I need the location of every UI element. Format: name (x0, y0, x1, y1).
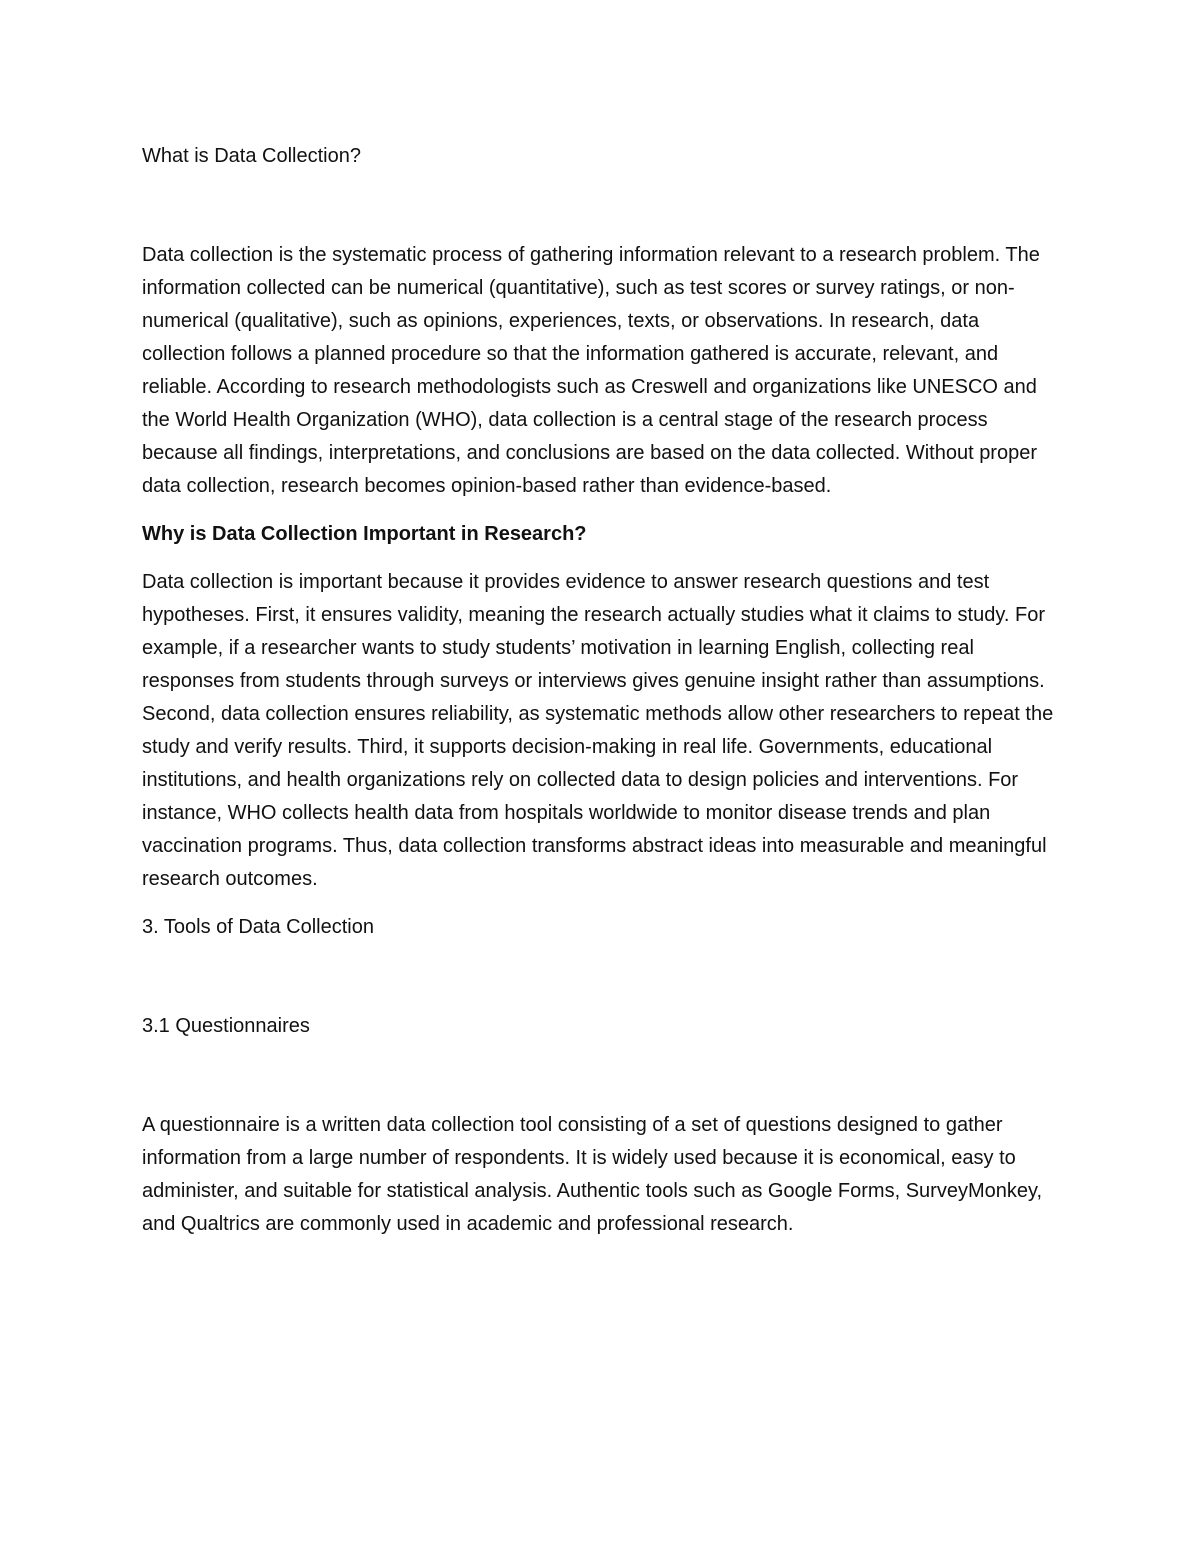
document-title: What is Data Collection? (142, 145, 361, 167)
importance-heading: Why is Data Collection Important in Research? (142, 523, 587, 545)
importance-paragraph: Data collection is important because it provides evidence to answer research questions and test hypotheses. First, it ensures validity, meaning the research actually studies what it claims to study. For example, if a researcher wants to study students’ motivation in learning English, collecting real responses from students through surveys or interviews gives genuine insight rather than assumptions. Second, data collection ensures reliability, as systematic methods allow other researchers to repeat the study and verify results. Third, it supports decision-making in real life. Governments, educational institutions, and health organizations rely on collected data to design policies and interventions. For instance, WHO collects health data from hospitals worldwide to monitor disease trends and plan vaccination programs. Thus, data collection transforms abstract ideas into measurable and meaningful research outcomes. (142, 571, 1054, 890)
document-body (142, 140, 1062, 1256)
questionnaires-paragraph: A questionnaire is a written data collection tool consisting of a set of questions designed to gather information from a large number of respondents. It is widely used because it is economical, easy to administer, and suitable for statistical analysis. Authentic tools such as Google Forms, SurveyMonkey, and Qualtrics are commonly used in academic and professional research. (142, 1114, 1043, 1235)
tools-heading: 3. Tools of Data Collection (142, 916, 374, 938)
questionnaires-heading: 3.1 Questionnaires (142, 1015, 310, 1037)
intro-paragraph: Data collection is the systematic process of gathering information relevant to a research problem. The information collected can be numerical (quantitative), such as test scores or survey ratings, or non-numerical (qualitative), such as opinions, experiences, texts, or observations. In research, data collection follows a planned procedure so that the information gathered is accurate, relevant, and reliable. According to research methodologists such as Creswell and organizations like UNESCO and the World Health Organization (WHO), data collection is a central stage of the research process because all findings, interpretations, and conclusions are based on the data collected. Without proper data collection, research becomes opinion-based rather than evidence-based. (142, 244, 1040, 497)
